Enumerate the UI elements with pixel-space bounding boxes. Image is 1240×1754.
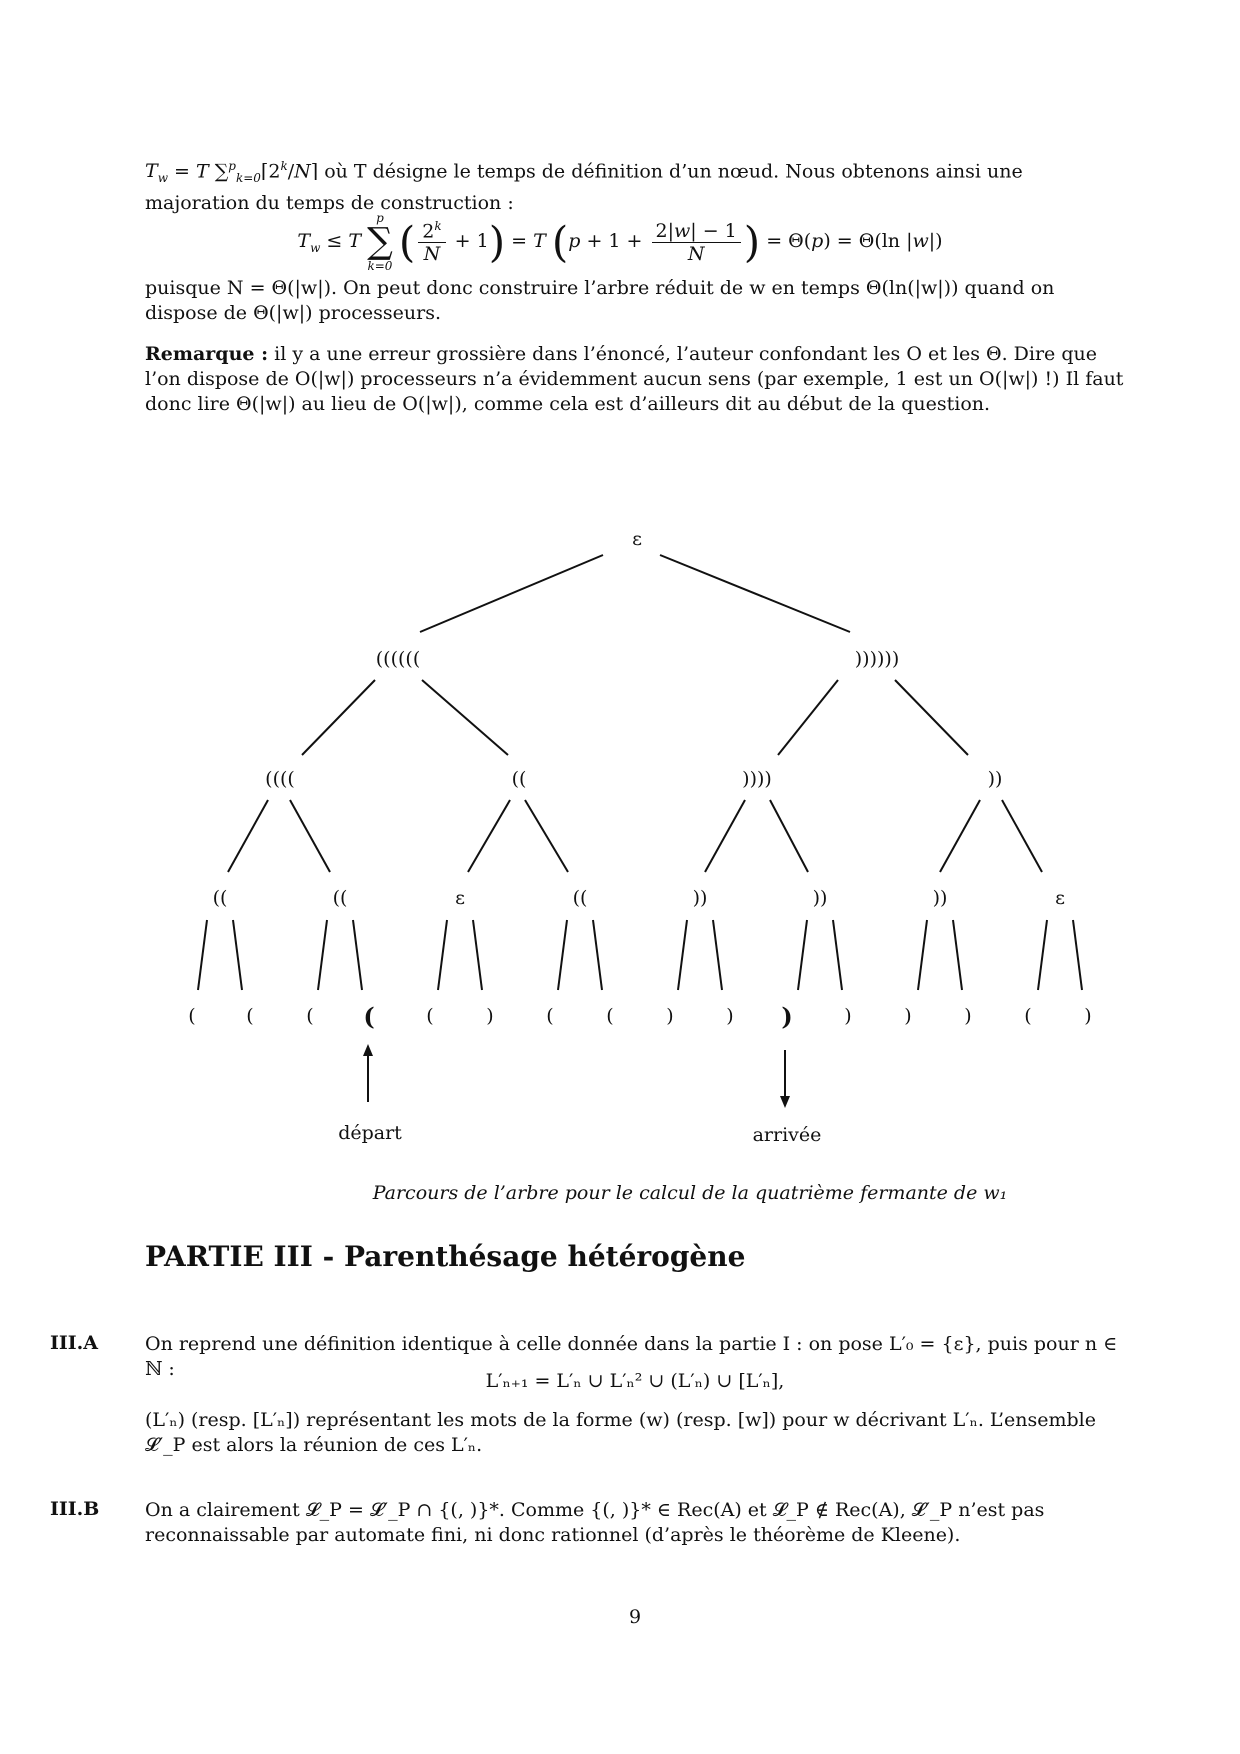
tree-l1-node: (((((( xyxy=(375,648,421,670)
tree-l3-node: )) xyxy=(812,887,828,909)
edge xyxy=(233,920,242,990)
tree-l2-node: )))) xyxy=(742,768,772,790)
tree-leaf: ( xyxy=(246,1005,254,1027)
tree-l2-node: (((( xyxy=(265,768,295,790)
intro-text: où T désigne le temps de définition d’un nœud. Nous obtenons ainsi une majoration du temps de construction : xyxy=(145,160,1023,215)
section-title: PARTIE III - Parenthésage hétérogène xyxy=(145,1240,746,1273)
tree-leaf: ) xyxy=(666,1005,674,1027)
tree-leaf: ) xyxy=(726,1005,734,1027)
tree-l3-node: (( xyxy=(572,887,588,909)
tree-l3-node: (( xyxy=(212,887,228,909)
tree-leaf: ( xyxy=(426,1005,434,1027)
tree-leaf: ) xyxy=(844,1005,852,1027)
edge xyxy=(468,800,510,872)
edge xyxy=(833,920,842,990)
tree-leaf: ( xyxy=(188,1005,196,1027)
tree-leaf-end: ) xyxy=(781,1002,793,1031)
tree-leaf-start: ( xyxy=(363,1002,375,1031)
edge xyxy=(525,800,568,872)
start-label: départ xyxy=(338,1122,402,1144)
edge xyxy=(798,920,807,990)
tree-leaf: ) xyxy=(904,1005,912,1027)
edge xyxy=(1038,920,1047,990)
tree-l2-node: (( xyxy=(511,768,527,790)
edge xyxy=(953,920,962,990)
paragraph-2: puisque N = Θ(|w|). On peut donc construire l’arbre réduit de w en temps Θ(ln(|w|)) quand on dispose de Θ(|w|) processeurs. xyxy=(145,277,1055,324)
tree-l3-node: (( xyxy=(332,887,348,909)
edge xyxy=(302,680,375,755)
tree-leaf: ) xyxy=(964,1005,972,1027)
question-a-equation: L′ₙ₊₁ = L′ₙ ∪ L′ₙ² ∪ (L′ₙ) ∪ [L′ₙ], xyxy=(485,1370,785,1392)
edge xyxy=(558,920,567,990)
edge xyxy=(895,680,968,755)
edge xyxy=(422,680,508,755)
tree-l3-node: )) xyxy=(932,887,948,909)
tree-l2-node: )) xyxy=(987,768,1003,790)
edge xyxy=(918,920,927,990)
edge xyxy=(713,920,722,990)
edge xyxy=(318,920,327,990)
edge xyxy=(678,920,687,990)
question-b-text: On a clairement 𝓛_P = 𝓛′_P ∩ {(, )}*. Comme {(, )}* ∈ Rec(A) et 𝓛_P ∉ Rec(A), 𝓛′_P n’est pas reconnaissable par automate fini, ni donc rationnel (d’après le théorème de Kleene). xyxy=(145,1499,1045,1546)
tree-l1-node: )))))) xyxy=(854,648,900,670)
remark-label: Remarque : xyxy=(145,343,269,365)
question-label-b: III.B xyxy=(50,1498,100,1520)
tree-l3-node: ε xyxy=(1055,887,1065,909)
edge xyxy=(473,920,482,990)
question-a-text-2: (L′ₙ) (resp. [L′ₙ]) représentant les mots de la forme (w) (resp. [w]) pour w décrivant L′ₙ. L’ensemble 𝓛′_P est alors la réunion de ces L′ₙ. xyxy=(145,1409,1096,1456)
edge xyxy=(438,920,447,990)
question-a-text: On reprend une définition identique à celle donnée dans la partie I : on pose L′₀ = {ε}, puis pour n ∈ ℕ : xyxy=(145,1333,1118,1380)
edge xyxy=(1073,920,1082,990)
page-number: 9 xyxy=(628,1606,642,1628)
edge xyxy=(705,800,745,872)
tree-root: ε xyxy=(632,528,642,550)
figure-caption: Parcours de l’arbre pour le calcul de la quatrième fermante de w₁ xyxy=(372,1182,1008,1204)
end-label: arrivée xyxy=(752,1124,822,1146)
end-arrowhead xyxy=(780,1096,790,1108)
edge xyxy=(228,800,268,872)
edge xyxy=(770,800,808,872)
remark-text: il y a une erreur grossière dans l’énoncé, l’auteur confondant les O et les Θ. Dire que l’on dispose de O(|w|) processeurs n’a évidemment aucun sens (par exemple, 1 est un O(|w|) !) Il faut donc lire Θ(|w|) au lieu de O(|w|), comme cela est d’ailleurs dit au début de la question. xyxy=(145,343,1124,415)
tree-leaf: ( xyxy=(306,1005,314,1027)
edge xyxy=(660,555,850,632)
intro-paragraph: $T_w = T$ $\sum^p_{k=0}⌈2^k/N⌉$ où T désigne le temps de définition d’un nœud. Nous obtenons ainsi une majoration du temps de construction : xyxy=(145,159,1023,215)
edge xyxy=(290,800,330,872)
tree-leaf: ) xyxy=(1084,1005,1092,1027)
start-arrowhead xyxy=(363,1044,373,1056)
question-label-a: III.A xyxy=(50,1332,99,1354)
tree-leaf: ) xyxy=(486,1005,494,1027)
edge xyxy=(353,920,362,990)
tree-leaf: ( xyxy=(546,1005,554,1027)
edge xyxy=(593,920,602,990)
tree-l3-node: )) xyxy=(692,887,708,909)
edge xyxy=(420,555,603,632)
edge xyxy=(940,800,980,872)
edge xyxy=(778,680,838,755)
edge xyxy=(1002,800,1042,872)
tree-leaf: ( xyxy=(606,1005,614,1027)
equation-main: $T_w \le T$ p ∑ k=0 ( $\frac{2^k}{N}$ + 1) = T (p + 1 + $\frac{2|w| - 1}{N}$ ) = Θ(p) = Θ(ln |w|) xyxy=(297,211,943,273)
tree-l3-node: ε xyxy=(455,887,465,909)
tree-leaf: ( xyxy=(1024,1005,1032,1027)
edge xyxy=(198,920,207,990)
